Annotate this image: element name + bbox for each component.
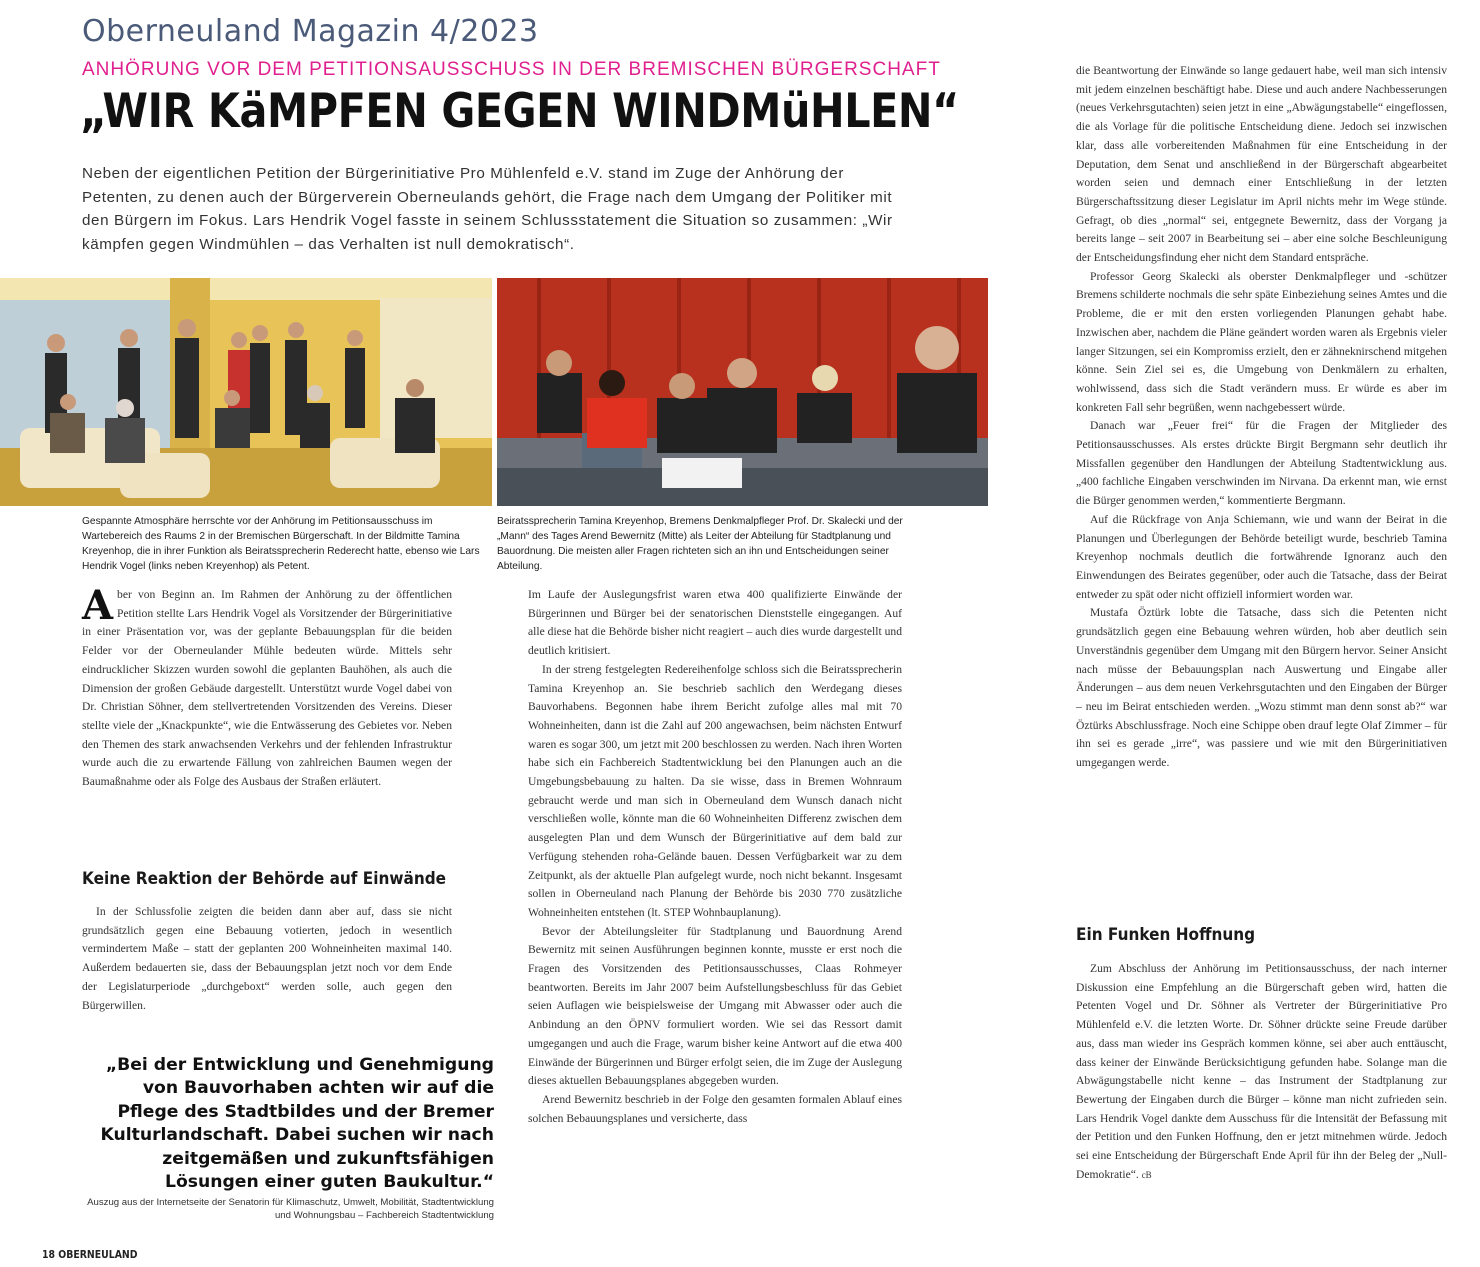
article-column-1 <box>82 582 452 792</box>
subheading-ein-funken-hoffnung: Ein Funken Hoffnung <box>1076 925 1256 945</box>
article-column-3-continued <box>1076 960 1447 1184</box>
paragraph: In der Schlussfolie zeigten die beiden dann aber auf, dass sie nicht grundsätzlich gegen eine Bebauung votierten, jedoch in wesentlich vermindertem Maße – statt der geplanten 200 Wohneinheiten maximal 140. Außerdem bedauerten sie, dass der Bebauungsplan jetzt noch vor dem Ende der Legislaturperiode „durchgeboxt“ werden solle, auch gegen den Bürgerwillen. <box>82 905 452 1012</box>
paragraph: Professor Georg Skalecki als oberster Denkmalpfleger und -schützer Bremens schilderte nochmals die sehr späte Einbeziehung seines Amtes und die Probleme, die er mit den ersten vorliegenden Planungen gehabt habe. Inzwischen aber, nachdem die Pläne geändert worden waren als Ergebnis vieler langer Sitzungen, sei ein Kompromiss erzielt, den er zähneknirschend mitgehen könne. Sein Ziel sei es, die Umgebung von Denkmälern zu erhalten, wohlwissend, dass sich die Stadt verändern muss. Er würde es aber im konkreten Fall sehr begrüßen, wenn nachgebessert würde. <box>1076 269 1447 414</box>
paragraph: In der streng festgelegten Redereihenfolge schloss sich die Beiratssprecherin Tamina Kreyenhop an. Sie beschrieb sachlich den Werdegang dieses Bauvorhabens. Begonnen habe ihrem Bericht zufolge alles mal mit 70 Wohneinheiten, dann ist die Zahl auf 200 angewachsen, beim nächsten Entwurf waren es sogar 300, um jetzt mit 200 beschlossen zu werden. Nach ihren Worten habe sich ein Fachbereich Stadtentwicklung bei den Planungen auch an die Umgebungsbebauung zu halten. Da sie wisse, dass in Bremen Wohnraum gebraucht werde und man sich in Oberneuland dem Wunsch danach nicht verschließen wolle, könnte man die 60 Wohneinheiten Differenz zwischen dem ausgelegten Plan und dem Wunsch der Bürgerinitiative auf dem bald zur Verfügung stehenden roha-Gelände bauen. Dessen Verfügbarkeit war zu dem Zeitpunkt, als der aktuelle Plan aufgelegt wurde, noch nicht bekannt. Insgesamt sollen in Oberneuland nach Planung der Behörde bis 2030 770 zusätzliche Wohneinheiten entstehen (lt. STEP Wohnbauplanung). <box>528 662 902 919</box>
subheading-keine-reaktion: Keine Reaktion der Behörde auf Einwände <box>82 869 447 889</box>
drop-cap: A <box>82 582 114 629</box>
article-column-2 <box>528 586 902 1128</box>
photo-caption-left: Gespannte Atmosphäre herrschte vor der Anhörung im Petitionsausschuss im Wartebereich des Raums 2 in der Bremischen Bürgerschaft. In der Bildmitte Tamina Kreyenhop, die in ihrer Funktion als Beiratssprecherin Rederecht hatte, ebenso wie Lars Hendrik Vogel (links neben Kreyenhop) als Petent. <box>82 516 480 572</box>
paragraph: Arend Bewernitz beschrieb in der Folge den gesamten formalen Ablauf eines solchen Bebauungsplanes und versicherte, dass <box>528 1092 902 1125</box>
article-lead <box>82 162 912 256</box>
paragraph <box>1076 960 1447 1184</box>
paragraph: die Beantwortung der Einwände so lange gedauert habe, weil man sich intensiv mit jedem einzelnen beschäftigt habe. Diese und auch andere Nachbesserungen (neues Verkehrsgutachten) seien jetzt in eine „Abwägungstabelle“ eingeflossen, die als Vorlage für die politische Entscheidung diene. Jedoch sei inzwischen klar, dass alle vorbereitenden Maßnahmen für eine Entscheidung in der Deputation, dem Senat und anschließend in der Bürgerschaft abgearbeitet worden seien und demnach einer Entschließung in der letzten Bürgerschaftssitzung dieser Legislatur im April nichts mehr im Wege stünde. Gefragt, ob dies „normal“ sei, entgegnete Bewernitz, dass der Vorgang ja bereits lange – seit 2007 in Bearbeitung sei – aber eine solche Beschleunigung der Entscheidungsfindung eher nicht dem Standard entspräche. <box>1076 64 1447 265</box>
page-footer: 18 OBERNEULAND <box>42 1248 138 1261</box>
paragraph-text: ber von Beginn an. Im Rahmen der Anhörung zu der öffentlichen Petition stellte Lars Hendrik Vogel als Vorsitzender der Bürgerinitiative in einer Präsentation vor, was der geplante Bebauungsplan für die beiden Felder vor der Oberneulander Mühle bedeuten würde. Mittels sehr eindrucklicher Skizzen wurden sowohl die geplanten Bauhöhen, als auch die Dimension der großen Gebäude dargestellt. Unterstützt wurde Vogel dabei von Dr. Christian Söhner, dem stellvertretenden Vorsitzenden des Vereins. Dieser stellte viele der „Knackpunkte“, wie die Entwässerung des Gebietes vor. Neben den Themen des stark anwachsenden Verkehrs und der fehlenden Infrastruktur wurde auch die zu erwartende Fällung von zahlreichen Baumen wegen der Baumaßnahme oder als Folge des Ausbaus der Straßen erläutert. <box>82 588 452 789</box>
magazine-title: Oberneuland Magazin 4/2023 <box>82 14 539 49</box>
photo-waiting-area <box>0 278 492 506</box>
photo-hearing-panel <box>497 278 988 506</box>
lead-paragraph: Neben der eigentlichen Petition der Bürgerinitiative Pro Mühlenfeld e.V. stand im Zuge der Anhörung der Petenten, zu denen auch der Bürgerverein Oberneulands gehört, die Frage nach dem Umgang der Politiker mit den Bürgern im Fokus. Lars Hendrik Vogel fasste in seinem Schlussstatement die Situation so zusammen: „Wir kämpfen gegen Windmühlen – das Verhalten ist null demokratisch“. <box>82 165 893 253</box>
end-mark: cB <box>1141 1169 1152 1180</box>
article-headline: „WIR KäMPFEN GEGEN WINDMüHLEN“ <box>80 84 959 139</box>
paragraph: Mustafa Öztürk lobte die Tatsache, dass sich die Petenten nicht grundsätzlich gegen eine Bebauung wehren würden, hob aber deutlich sein Unverständnis gegenüber dem Umgang mit den Bürgern hervor. Seiner Ansicht nach müsse der Bebauungsplan nach Auswertung und Eingabe aller Änderungen – aus dem neuen Verkehrsgutachten und den Eingaben der Bürger – neu im Beirat entschieden werden. „Wozu stimmt man denn sonst ab?“ war Öztürks Abschlussfrage. Noch eine Schippe oben drauf legte Olaf Zimmer – für ihn sei es gerade „irre“, was passiere und wie mit den Bürgerinitiativen umgegangen werde. <box>1076 606 1447 770</box>
paragraph-text: Zum Abschluss der Anhörung im Petitionsausschuss, der nach interner Diskussion eine Empfehlung an die Bürgerschaft geben wird, hatten die Petenten Vogel und Dr. Söhner als Vertreter der Bürgerinitiative Pro Mühlenfeld e.V. die letzten Worte. Dr. Söhner drückte seine Freude darüber aus, dass man wieder ins Gespräch kommen könne, sei aber auch enttäuscht, dass keiner der Einwände Berücksichtigung gefunden habe. Solange man die Abwägungstabelle nicht kenne – das Instrument der Stadtplanung zur Bewertung der Eingaben durch die Bürger – könne man nicht zufrieden sein. Lars Hendrik Vogel dankte dem Ausschuss für die Intensität der Befassung mit der Petition und den Funken Hoffnung, den er jetzt mitnehmen würde. Jedoch sei eine Entscheidung der Bürgerschaft Ende April für ihn der Beleg der „Null-Demokratie“. <box>1076 962 1447 1181</box>
paragraph: Bevor der Abteilungsleiter für Stadtplanung und Bauordnung Arend Bewernitz mit seinen Ausführungen beginnen konnte, musste er erst noch die Fragen des Vorsitzenden des Petitionsausschusses, Claas Rohmeyer beantworten. Bereits im Jahr 2007 beim Aufstellungsbeschluss für das Gebiet seien Auflagen wie beispielsweise der Umgang mit Abwasser oder auch die Anbindung an den ÖPNV formuliert worden. Wie sei das Ressort damit umgegangen und auch die Frage, warum bisher keine Antwort auf die etwa 400 Einwände der Bürgerinnen und Bürger erfolgt seien, die im Zuge der Auslegung dieses aktuellen Bebauungsplanes abgegeben wurden. <box>528 924 902 1088</box>
paragraph: Im Laufe der Auslegungsfrist waren etwa 400 qualifizierte Einwände der Bürgerinnen und Bürger bei der senatorischen Dienststelle eingegangen. Auf alle diese hat die Behörde bisher nicht reagiert – auch dies wurde dargestellt und deutlich kritisiert. <box>528 588 902 658</box>
paragraph: Auf die Rückfrage von Anja Schiemann, wie und wann der Beirat in die Planungen und Überlegungen der Behörde beteiligt wurde, beschrieb Tamina Kreyenhop nochmals deutlich die fortwährende Ignoranz auch den Einwendungen des Beirates gegenüber, oder auch die Tatsache, dass der Beirat entweder zu spät oder nicht offiziell informiert worden war. <box>1076 512 1447 601</box>
paragraph: Danach war „Feuer frei“ für die Fragen der Mitglieder des Petitionsausschusses. Als erstes drückte Birgit Bergmann sehr deutlich ihr Missfallen gegenüber den Handlungen der Abteilung Stadtentwicklung aus. „400 fachliche Eingaben verschwinden im Nirvana. Da erkennt man, wie ernst die Bürger genommen werden,“ kommentierte Bergmann. <box>1076 419 1447 508</box>
article-column-1-continued <box>82 903 452 1015</box>
article-column-3 <box>1076 62 1447 773</box>
pull-quote-source: Auszug aus der Internetseite der Senatorin für Klimaschutz, Umwelt, Mobilität, Stadtentwicklung und Wohnungsbau – Fachbereich Stadtentwicklung <box>87 1197 494 1221</box>
pull-quote: „Bei der Entwicklung und Genehmigung von Bauvorhaben achten wir auf die Pflege des Stadtbildes und der Bremer Kulturlandschaft. Dabei suchen wir nach zeitgemäßen und zukunftsfähigen Lösungen einer guten Baukultur.“ <box>100 1055 494 1193</box>
article-kicker: ANHÖRUNG VOR DEM PETITIONSAUSSCHUSS IN DER BREMISCHEN BÜRGERSCHAFT <box>82 59 941 80</box>
photo-caption-right: Beiratssprecherin Tamina Kreyenhop, Bremens Denkmalpfleger Prof. Dr. Skalecki und der „Mann“ des Tages Arend Bewernitz (Mitte) als Leiter der Abteilung für Stadtplanung und Bauordnung. Die meisten aller Fragen richteten sich an ihn und Entscheidungen seiner Abteilung. <box>497 516 903 572</box>
paragraph <box>82 582 452 792</box>
